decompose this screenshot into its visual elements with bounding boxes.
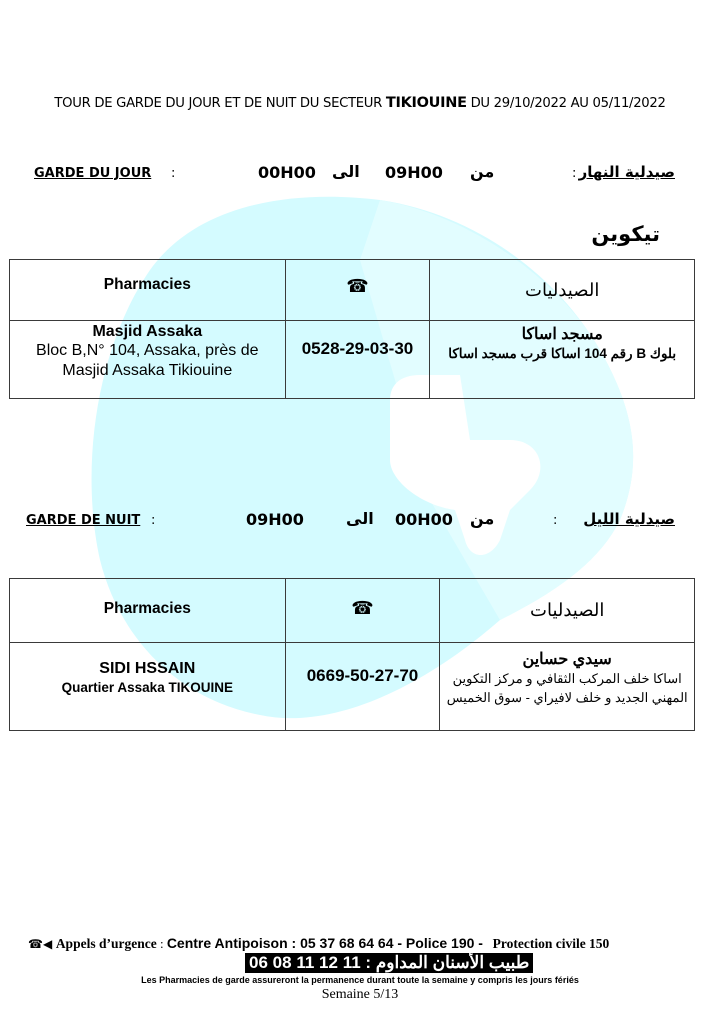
to-label-ar: الى <box>332 162 360 181</box>
night-time-end: 09H00 <box>246 510 304 529</box>
dental-oncall-banner: طبيب الأسنان المداوم : 11 12 11 08 06 <box>245 953 533 973</box>
phone-icon: ☎ <box>351 598 374 618</box>
phone-icon: ☎ <box>346 276 369 296</box>
from-label-ar: من <box>470 509 495 528</box>
pharmacy-phone: 0669-50-27-70 <box>306 666 419 685</box>
table-row <box>10 643 695 731</box>
pharmacy-name-fr: SIDI HSSAIN <box>99 660 196 677</box>
pharmacy-address-fr: Bloc B,N° 104, Assaka, près de <box>36 342 259 359</box>
city-name-ar: تيكوين <box>591 222 660 246</box>
night-time-start: 00H00 <box>395 510 453 529</box>
emergency-label: Appels d’urgence <box>55 936 157 951</box>
pharmacy-name-ar: سيدي حساين <box>522 651 612 668</box>
pharmacy-address-fr: Quartier Assaka TIKOUINE <box>61 680 233 695</box>
header-phone <box>285 260 430 321</box>
night-shift-line <box>0 510 720 534</box>
day-time-start: 09H00 <box>385 163 443 182</box>
day-shift-line <box>0 163 720 187</box>
pharmacy-address-ar: اساكا خلف المركب الثقافي و مركز التكوين <box>452 671 682 686</box>
footer-note: Les Pharmacies de garde assureront la permanence durant toute la semaine y compris les jours fériés <box>141 975 579 985</box>
pharmacy-ar-cell <box>430 321 695 399</box>
pharmacy-address-fr: Masjid Assaka Tikiouine <box>62 362 233 379</box>
pharmacy-phone-cell <box>285 643 440 731</box>
pharmacy-phone-cell <box>285 321 430 399</box>
table-header-row <box>10 260 695 321</box>
civil-protection: Protection civile 150 <box>492 936 610 951</box>
night-shift-label-fr: GARDE DE NUIT <box>26 513 141 528</box>
antipoison-police: Centre Antipoison : 05 37 68 64 64 - Police 190 - <box>166 935 483 951</box>
colon: : <box>572 166 577 181</box>
header-pharmacies-ar: الصيدليات <box>430 260 695 321</box>
pharmacy-address-ar: المهني الجديد و خلف لافيراي - سوق الخميس <box>446 690 688 705</box>
day-time-end: 00H00 <box>258 163 316 182</box>
pharmacy-name-ar: مسجد اساكا <box>521 326 603 343</box>
from-label-ar: من <box>470 162 495 181</box>
header-pharmacies: Pharmacies <box>10 260 286 321</box>
pharmacy-ar-cell <box>440 643 695 731</box>
pharmacy-fr-cell <box>10 643 286 731</box>
day-shift-label-fr: GARDE DU JOUR <box>34 166 152 181</box>
night-pharmacy-table <box>9 578 695 731</box>
page-title: TOUR DE GARDE DU JOUR ET DE NUIT DU SECTEUR TIKIOUINE DU 29/10/2022 AU 05/11/2022 <box>54 95 666 111</box>
week-number: Semaine 5/13 <box>321 987 399 1002</box>
pharmacy-address-ar: بلوك B رقم 104 اساكا قرب مسجد اساكا <box>448 346 677 361</box>
day-shift-label-ar: صيدلية النهار <box>578 163 675 181</box>
to-label-ar: الى <box>346 509 374 528</box>
header-phone <box>285 579 440 643</box>
colon: : <box>171 166 176 181</box>
colon: : <box>151 513 156 528</box>
table-header-row <box>10 579 695 643</box>
header-pharmacies-ar: الصيدليات <box>440 579 695 643</box>
night-shift-label-ar: صيدلية الليل <box>583 510 675 528</box>
emergency-line: ☎◀ Appels d’urgence : Centre Antipoison : 05 37 68 64 64 - Police 190 - Protection civile 150 <box>28 935 610 951</box>
pharmacy-fr-cell <box>10 321 286 399</box>
header-pharmacies: Pharmacies <box>10 579 286 643</box>
colon: : <box>553 513 558 528</box>
pharmacy-name-fr: Masjid Assaka <box>92 323 203 340</box>
pharmacy-phone: 0528-29-03-30 <box>301 339 414 358</box>
sector-name: TIKIOUINE <box>385 95 467 111</box>
phone-speaker-icon: ☎◀ <box>28 937 53 951</box>
table-row <box>10 321 695 399</box>
day-pharmacy-table <box>9 259 695 399</box>
